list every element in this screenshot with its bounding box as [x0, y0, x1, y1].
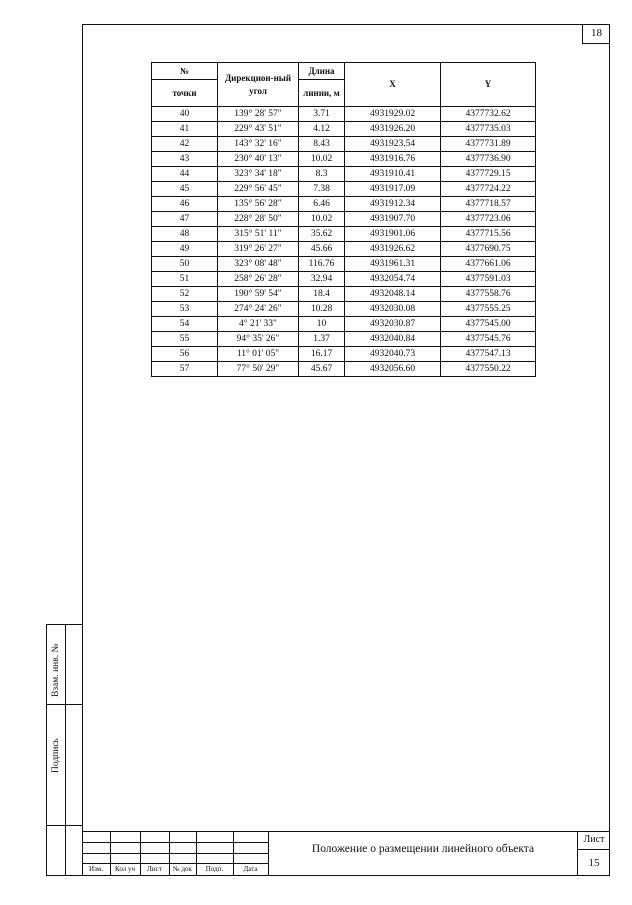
point-no-cell: 52	[152, 287, 218, 302]
y-cell: 4377545.00	[441, 317, 536, 332]
y-cell: 4377724.22	[441, 182, 536, 197]
point-no-cell: 50	[152, 257, 218, 272]
side-label-replace-inv: Взам. инв. №	[51, 643, 61, 697]
y-cell: 4377545.76	[441, 332, 536, 347]
angle-cell: 319° 26' 27"	[218, 242, 299, 257]
x-cell: 4932056.60	[345, 362, 441, 377]
angle-cell: 274° 24' 26"	[218, 302, 299, 317]
x-cell: 4932030.08	[345, 302, 441, 317]
side-label-signature: Подпись	[51, 738, 61, 773]
angle-cell: 4° 21' 33"	[218, 317, 299, 332]
y-cell: 4377718.57	[441, 197, 536, 212]
angle-cell: 135° 56' 28"	[218, 197, 299, 212]
header-line-length: линии, м	[299, 80, 345, 107]
side-stamp	[46, 624, 82, 876]
table-row	[152, 227, 536, 242]
length-cell: 1.37	[299, 332, 345, 347]
x-cell: 4931923.54	[345, 137, 441, 152]
table-row	[152, 287, 536, 302]
col-list: Лист	[147, 865, 162, 873]
point-no-cell: 49	[152, 242, 218, 257]
x-cell: 4931916.76	[345, 152, 441, 167]
x-cell: 4931912.34	[345, 197, 441, 212]
angle-cell: 229° 43' 51"	[218, 122, 299, 137]
point-no-cell: 42	[152, 137, 218, 152]
length-cell: 10	[299, 317, 345, 332]
y-cell: 4377558.76	[441, 287, 536, 302]
table-row	[152, 347, 536, 362]
length-cell: 45.67	[299, 362, 345, 377]
angle-cell: 229° 56' 45"	[218, 182, 299, 197]
col-date: Дата	[243, 865, 258, 873]
y-cell: 4377732.62	[441, 107, 536, 122]
table-row	[152, 332, 536, 347]
sheet-label: Лист	[578, 832, 610, 850]
sheet-number: 15	[588, 857, 600, 869]
col-izm: Изм.	[89, 865, 103, 873]
length-cell: 32.94	[299, 272, 345, 287]
angle-cell: 315° 51' 11"	[218, 227, 299, 242]
point-no-cell: 54	[152, 317, 218, 332]
y-cell: 4377661.06	[441, 257, 536, 272]
col-kol-uch: Кол уч	[115, 865, 135, 873]
length-cell: 45.66	[299, 242, 345, 257]
y-cell: 4377591.03	[441, 272, 536, 287]
table-row	[152, 182, 536, 197]
y-cell: 4377547.13	[441, 347, 536, 362]
y-cell: 4377690.75	[441, 242, 536, 257]
point-no-cell: 48	[152, 227, 218, 242]
angle-cell: 323° 34' 18"	[218, 167, 299, 182]
table-row	[152, 272, 536, 287]
length-cell: 10.02	[299, 152, 345, 167]
document-title: Положение о размещении линейного объекта	[268, 832, 578, 876]
length-cell: 7.38	[299, 182, 345, 197]
x-cell: 4932054.74	[345, 272, 441, 287]
col-doc-no: № док	[173, 865, 192, 873]
length-cell: 10.02	[299, 212, 345, 227]
length-cell: 18.4	[299, 287, 345, 302]
length-cell: 35.62	[299, 227, 345, 242]
angle-cell: 94° 35' 26"	[218, 332, 299, 347]
x-cell: 4931907.70	[345, 212, 441, 227]
y-cell: 4377731.89	[441, 137, 536, 152]
point-no-cell: 44	[152, 167, 218, 182]
x-cell: 4932048.14	[345, 287, 441, 302]
table-row	[152, 122, 536, 137]
header-point-label: точки	[152, 80, 218, 107]
x-cell: 4932040.84	[345, 332, 441, 347]
x-cell: 4931901.06	[345, 227, 441, 242]
table-row	[152, 212, 536, 227]
angle-cell: 258° 26' 28"	[218, 272, 299, 287]
table-row	[152, 302, 536, 317]
point-no-cell: 40	[152, 107, 218, 122]
x-cell: 4931926.62	[345, 242, 441, 257]
angle-cell: 143° 32' 16"	[218, 137, 299, 152]
angle-cell: 230° 40' 13"	[218, 152, 299, 167]
header-point-no: №	[152, 63, 218, 80]
point-no-cell: 46	[152, 197, 218, 212]
length-cell: 8.3	[299, 167, 345, 182]
point-no-cell: 55	[152, 332, 218, 347]
y-cell: 4377729.15	[441, 167, 536, 182]
point-no-cell: 45	[152, 182, 218, 197]
header-direction-angle: Дирекцион-ный угол	[218, 63, 299, 107]
table-row	[152, 317, 536, 332]
length-cell: 8.43	[299, 137, 345, 152]
header-x: X	[345, 63, 441, 107]
x-cell: 4931961.31	[345, 257, 441, 272]
angle-cell: 11° 01' 05"	[218, 347, 299, 362]
header-length: Длина	[299, 63, 345, 80]
table-row	[152, 257, 536, 272]
angle-cell: 323° 08' 48"	[218, 257, 299, 272]
x-cell: 4931910.41	[345, 167, 441, 182]
length-cell: 10.28	[299, 302, 345, 317]
x-cell: 4931929.02	[345, 107, 441, 122]
page-corner-number: 18	[582, 24, 610, 44]
point-no-cell: 47	[152, 212, 218, 227]
y-cell: 4377723.06	[441, 212, 536, 227]
table-row	[152, 197, 536, 212]
point-no-cell: 43	[152, 152, 218, 167]
x-cell: 4931926.20	[345, 122, 441, 137]
y-cell: 4377715.56	[441, 227, 536, 242]
length-cell: 3.71	[299, 107, 345, 122]
angle-cell: 190° 59' 54"	[218, 287, 299, 302]
angle-cell: 228° 28' 50"	[218, 212, 299, 227]
point-no-cell: 51	[152, 272, 218, 287]
point-no-cell: 41	[152, 122, 218, 137]
title-block	[82, 831, 610, 876]
col-signature: Подп.	[205, 865, 224, 873]
length-cell: 4.12	[299, 122, 345, 137]
x-cell: 4932040.73	[345, 347, 441, 362]
length-cell: 6.46	[299, 197, 345, 212]
x-cell: 4932030.87	[345, 317, 441, 332]
table-row	[152, 152, 536, 167]
point-no-cell: 57	[152, 362, 218, 377]
table-row	[152, 242, 536, 257]
x-cell: 4931917.09	[345, 182, 441, 197]
coordinates-table	[151, 62, 536, 377]
length-cell: 16.17	[299, 347, 345, 362]
y-cell: 4377555.25	[441, 302, 536, 317]
table-row	[152, 107, 536, 122]
angle-cell: 139° 28' 57"	[218, 107, 299, 122]
y-cell: 4377550.22	[441, 362, 536, 377]
angle-cell: 77° 50' 29"	[218, 362, 299, 377]
table-row	[152, 137, 536, 152]
point-no-cell: 56	[152, 347, 218, 362]
table-row	[152, 167, 536, 182]
revision-grid	[82, 832, 268, 876]
header-y: Y	[441, 63, 536, 107]
y-cell: 4377736.90	[441, 152, 536, 167]
table-row	[152, 362, 536, 377]
point-no-cell: 53	[152, 302, 218, 317]
length-cell: 116.76	[299, 257, 345, 272]
y-cell: 4377735.03	[441, 122, 536, 137]
